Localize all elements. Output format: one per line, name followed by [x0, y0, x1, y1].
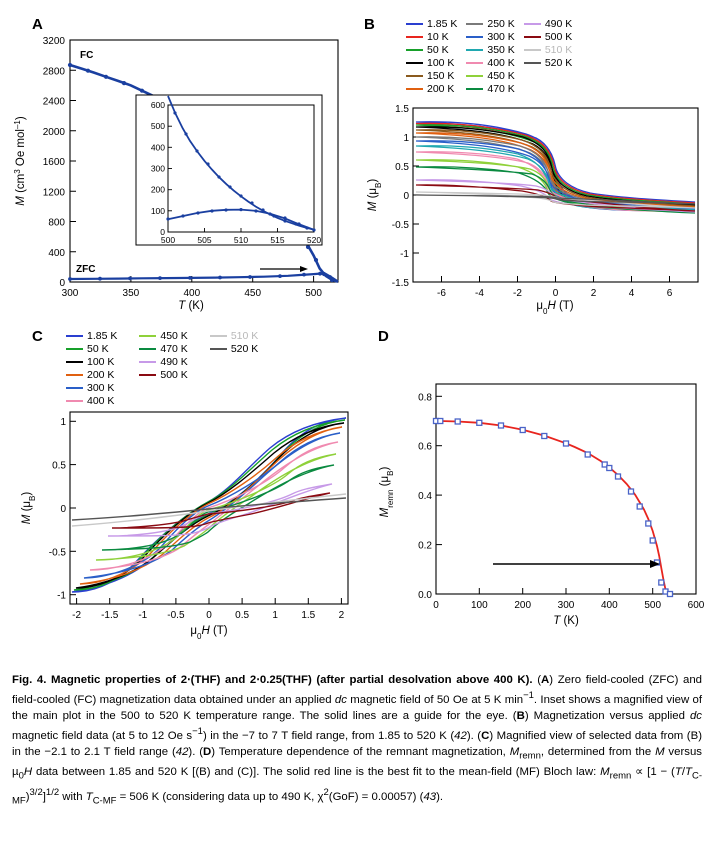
svg-text:500: 500 [160, 235, 176, 245]
panel-c-xlabel: $\mu_0H$ (T) [190, 625, 228, 641]
svg-text:0.2: 0.2 [418, 540, 432, 552]
svg-text:100: 100 [150, 205, 165, 216]
legend-label: 510 K [230, 330, 259, 342]
panel-b-ylabel: M $(\mu_B)$ [367, 178, 383, 212]
svg-text:0: 0 [60, 504, 66, 515]
legend-label: 50 K [87, 343, 109, 355]
svg-text:0.6: 0.6 [418, 441, 432, 453]
legend-label: 450 K [487, 70, 515, 82]
panel-b-plot [358, 10, 710, 316]
panel-a [8, 10, 353, 310]
svg-text:600: 600 [150, 100, 165, 110]
legend-label: 10 K [427, 31, 449, 43]
svg-text:0.5: 0.5 [52, 460, 66, 472]
svg-text:0.0: 0.0 [418, 590, 432, 601]
svg-text:1: 1 [403, 133, 409, 144]
legend-label: 300 K [87, 382, 115, 394]
svg-text:500: 500 [150, 121, 165, 132]
legend-label: 400 K [87, 395, 115, 407]
svg-text:200: 200 [514, 600, 532, 611]
svg-text:0.5: 0.5 [235, 610, 250, 621]
svg-text:1: 1 [60, 417, 66, 428]
legend-label: 400 K [487, 57, 515, 69]
svg-text:300: 300 [61, 288, 79, 299]
svg-text:505: 505 [197, 235, 212, 245]
panel-b [358, 10, 710, 316]
svg-text:200: 200 [150, 184, 165, 195]
svg-text:-1.5: -1.5 [101, 610, 119, 621]
svg-text:400: 400 [48, 247, 65, 259]
svg-text:300: 300 [150, 163, 165, 174]
svg-text:0: 0 [403, 191, 409, 202]
svg-text:600: 600 [687, 600, 705, 611]
svg-text:2: 2 [590, 288, 597, 299]
legend-label: 490 K [544, 18, 573, 30]
svg-text:0: 0 [433, 600, 439, 611]
panel-c-ylabel: M $(\mu_B)$ [21, 491, 37, 525]
svg-text:515: 515 [270, 235, 285, 245]
panel-d-xlabel: T (K) [553, 615, 579, 627]
svg-text:500: 500 [305, 288, 322, 299]
legend-label: 1.85 K [87, 330, 118, 342]
svg-text:100: 100 [470, 600, 488, 611]
panel-c-plot [8, 322, 360, 642]
svg-text:400: 400 [600, 600, 618, 611]
legend-label: 450 K [160, 330, 188, 342]
panel-c-letter: C [32, 328, 43, 345]
svg-text:-0.5: -0.5 [48, 547, 66, 559]
legend-label: 200 K [87, 369, 115, 381]
panel-a-letter: A [32, 16, 43, 33]
panel-a-label-zfc: ZFC [76, 264, 96, 275]
svg-text:400: 400 [183, 288, 201, 299]
panel-d-plot [366, 322, 710, 642]
svg-text:1.5: 1.5 [301, 610, 316, 621]
panel-a-label-fc: FC [80, 50, 94, 61]
legend-label: 300 K [487, 31, 515, 43]
legend-label: 470 K [487, 83, 515, 95]
svg-text:500: 500 [644, 600, 662, 611]
svg-text:-1: -1 [57, 590, 66, 602]
svg-text:0: 0 [206, 610, 212, 621]
svg-text:4: 4 [628, 288, 635, 299]
legend-label: 100 K [427, 57, 455, 69]
svg-text:6: 6 [666, 288, 673, 299]
legend-label: 520 K [544, 57, 573, 69]
legend-label: 50 K [427, 44, 449, 56]
svg-text:-0.5: -0.5 [167, 610, 185, 621]
legend-label: 520 K [230, 343, 259, 355]
legend-label: 250 K [487, 18, 515, 30]
svg-text:0.8: 0.8 [418, 392, 432, 404]
panel-b-xlabel: $\mu_0H$ (T) [536, 300, 574, 316]
panel-a-ylabel: M ($cm^3$ Oe mol$^{-1}$) [12, 116, 27, 206]
legend-label: 500 K [544, 31, 573, 43]
caption-body: (A) Zero field‑cooled (ZFC) and field‑cooled (FC) magnetization data obtained under an applied dc magnetic field of 50 Oe at 5 K $\min^{-1}$. Inset shows a magnified view of the main plot in the 500 to 520 K temperature range. The solid lines are a guide for the eye. (B) Magnetization versus applied dc magnetic field data (at 5 to 12 Oe $s^{-1}$) in the −7 to 7 T field range, from 1.85 to 520 K (42). (C) Magnified view of selected data from (B) in the −2.1 to 2.1 T field range (42). (D) Temperature dependence of the remnant magnetization, $M_{remn}$, determined from the M versus µ$_0$H data between 1.85 and 520 K [(B) and (C)]. The solid red line is the best fit to the mean‑field (MF) Bloch law: $M_{remn} \propto [1 - (T/T_{C-MF})^{3/2}]^{1/2}$ with $T_{C-MF} = 506$ K (considering data up to 490 K, $\chi^2(GoF) = 0.00057$) (43). [12, 674, 702, 806]
svg-text:0: 0 [59, 278, 65, 289]
legend-label: 350 K [487, 44, 515, 56]
svg-text:2800: 2800 [42, 66, 65, 78]
svg-text:450: 450 [244, 288, 262, 299]
svg-text:1200: 1200 [42, 187, 65, 199]
svg-text:800: 800 [48, 217, 65, 229]
svg-text:350: 350 [122, 288, 140, 299]
panel-a-inset [136, 95, 322, 245]
panel-d [366, 322, 710, 642]
svg-text:400: 400 [150, 142, 165, 153]
panel-d-ylabel: $M_{remn}$ $(\mu_B)$ [379, 466, 395, 518]
svg-text:1: 1 [272, 610, 278, 621]
panel-d-letter: D [378, 328, 389, 345]
legend-label: 500 K [160, 369, 188, 381]
panel-a-plot [8, 10, 353, 310]
svg-text:-2: -2 [72, 610, 82, 621]
figure-caption [12, 672, 702, 809]
panel-a-xlabel: T (K) [178, 300, 204, 312]
legend-label: 100 K [87, 356, 115, 368]
svg-text:-6: -6 [437, 288, 446, 299]
svg-text:-1.5: -1.5 [391, 278, 409, 289]
svg-text:520: 520 [306, 235, 322, 245]
svg-text:-0.5: -0.5 [391, 220, 409, 231]
svg-text:510: 510 [233, 235, 249, 245]
svg-text:1600: 1600 [42, 157, 65, 168]
svg-text:2: 2 [338, 610, 345, 621]
svg-text:1.5: 1.5 [395, 104, 409, 115]
svg-text:0.4: 0.4 [418, 491, 432, 503]
svg-text:0: 0 [552, 288, 559, 299]
svg-text:-4: -4 [475, 288, 484, 299]
legend-label: 200 K [427, 83, 455, 95]
svg-text:0: 0 [160, 227, 165, 237]
legend-label: 150 K [427, 70, 455, 82]
legend-label: 1.85 K [427, 18, 458, 30]
svg-text:2000: 2000 [42, 126, 65, 138]
svg-text:0.5: 0.5 [395, 162, 409, 173]
caption-title: Fig. 4. Magnetic properties of 2⋅(THF) and 2⋅0.25(THF) (after partial desolvation above 400 K). [12, 674, 533, 686]
panel-b-letter: B [364, 16, 375, 33]
legend-label: 510 K [544, 44, 573, 56]
legend-label: 470 K [160, 343, 188, 355]
svg-text:-1: -1 [400, 249, 409, 260]
svg-text:2400: 2400 [42, 96, 65, 108]
svg-text:-2: -2 [513, 288, 522, 299]
legend-label: 490 K [160, 356, 188, 368]
svg-text:-1: -1 [138, 610, 148, 621]
svg-text:3200: 3200 [42, 36, 65, 47]
svg-text:300: 300 [557, 600, 575, 611]
panel-c [8, 322, 360, 642]
